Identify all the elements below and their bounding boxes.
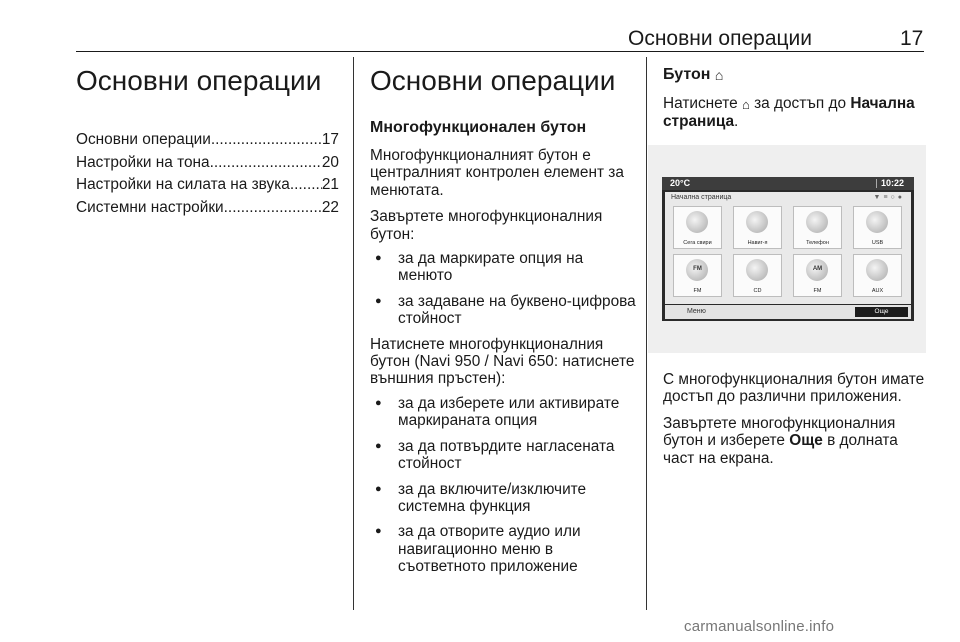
bullet-item: ● за да маркирате опция на менюто — [370, 250, 638, 285]
text-run: . — [734, 113, 739, 131]
watermark: carmanualsonline.info — [684, 618, 835, 635]
infotainment-screen — [662, 177, 914, 321]
content-column-right-lower — [663, 371, 929, 467]
usb-icon — [866, 211, 888, 233]
now-playing-icon — [686, 211, 708, 233]
section-subheading: Многофункционален бутон — [370, 119, 587, 136]
app-tile[interactable] — [733, 206, 782, 249]
tile-label: CD — [753, 288, 762, 294]
toc-label: Системни настройки — [76, 198, 224, 216]
toc-page: 20 — [321, 153, 339, 171]
app-tile[interactable] — [793, 206, 842, 249]
header-rule — [76, 51, 924, 52]
chapter-title: Основни операции — [76, 65, 322, 96]
toc-column — [76, 57, 340, 219]
clock-readout: 10:22 — [880, 178, 904, 188]
navigation-icon — [746, 211, 768, 233]
toc-entry[interactable] — [76, 152, 339, 175]
bullet-list — [370, 395, 638, 576]
bullet-item: ● за задаване на буквено-цифрова стойност — [370, 293, 638, 328]
toc-page: 21 — [321, 176, 339, 193]
paragraph: Натиснете многофункционалния бутон (Navi 950 / Navi 650: натиснете външния пръстен): — [370, 335, 635, 388]
toc-entry[interactable] — [76, 129, 339, 152]
paragraph — [663, 95, 929, 131]
toc-entry[interactable] — [76, 197, 339, 220]
text-run: за достъп до — [754, 95, 847, 112]
tile-label: AUX — [871, 288, 884, 294]
paragraph: С многофункционалния бутон имате достъп до различни приложения. — [663, 371, 925, 406]
screen-status-bar — [662, 177, 914, 190]
tile-icon-text: AM — [812, 266, 823, 272]
toc-leader — [211, 129, 322, 152]
tile-label: FM — [813, 288, 822, 294]
bullet-item: ● за да отворите аудио или навигационно меню в съответното приложение — [370, 523, 638, 575]
bold-term: Начална страница — [663, 95, 915, 131]
section-title: Основни операции — [370, 65, 616, 96]
toc-page: 22 — [321, 198, 339, 216]
tile-label: FM — [693, 288, 702, 294]
cd-icon — [746, 259, 768, 281]
tile-label: Телефон — [806, 240, 829, 246]
tile-label: Сега свири — [683, 240, 712, 246]
paragraph: Завъртете многофункционалния бутон: — [370, 208, 603, 243]
paragraph — [663, 415, 929, 467]
more-button[interactable]: Още — [855, 307, 908, 317]
temperature-readout: 20°C — [670, 178, 691, 188]
text-run: в долната част на екрана. — [663, 432, 898, 467]
content-column-middle — [370, 57, 638, 584]
page-number: 17 — [900, 27, 924, 50]
aux-icon — [866, 259, 888, 281]
toc-label: Настройки на силата на звука — [76, 176, 290, 193]
app-tile[interactable] — [853, 206, 902, 249]
column-divider — [353, 57, 354, 610]
app-tile[interactable] — [673, 254, 722, 297]
column-divider — [646, 57, 647, 610]
tile-label: Навиг-я — [747, 240, 768, 246]
status-icons: ▼≡○● — [873, 194, 905, 201]
paragraph: Многофункционалният бутон е централният контролен елемент за менютата. — [370, 147, 624, 199]
screen-bottom-bar — [665, 305, 911, 319]
tile-label: USB — [871, 240, 884, 246]
app-tile[interactable] — [673, 206, 722, 249]
screen-illustration — [648, 145, 926, 353]
status-separator — [876, 179, 877, 188]
bullet-list — [370, 250, 638, 328]
home-icon: ⌂ — [741, 97, 750, 112]
toc-leader — [290, 174, 322, 197]
app-tile[interactable] — [733, 254, 782, 297]
text-run: Завъртете многофункционалния бутон и изберете — [663, 414, 896, 450]
table-of-contents — [76, 129, 339, 219]
menu-button[interactable]: Меню — [687, 308, 706, 315]
bullet-item: ● за да потвърдите нагласената стойност — [370, 438, 638, 473]
content-column-right — [663, 57, 929, 131]
screen-title: Начална страница — [671, 194, 732, 201]
toc-leader — [210, 152, 322, 175]
subheading-text: Бутон — [663, 66, 711, 83]
section-subheading — [663, 65, 929, 85]
bullet-item: ● за да включите/изключите системна функция — [370, 481, 638, 516]
phone-icon — [806, 211, 828, 233]
app-tile[interactable] — [793, 254, 842, 297]
bullet-item: ● за да изберете или активирате маркираната опция — [370, 395, 638, 430]
toc-page: 17 — [321, 131, 339, 148]
app-tile[interactable] — [853, 254, 902, 297]
text-run: Натиснете — [663, 95, 738, 112]
toc-label: Основни операции — [76, 131, 211, 148]
toc-leader — [224, 197, 322, 220]
running-header-title: Основни операции — [628, 27, 813, 50]
bold-term: Още — [789, 432, 823, 450]
tile-icon-text: FM — [693, 266, 702, 272]
home-icon: ⌂ — [714, 67, 724, 83]
toc-entry[interactable] — [76, 174, 339, 197]
home-page-panel — [665, 192, 911, 304]
toc-label: Настройки на тона — [76, 153, 210, 171]
